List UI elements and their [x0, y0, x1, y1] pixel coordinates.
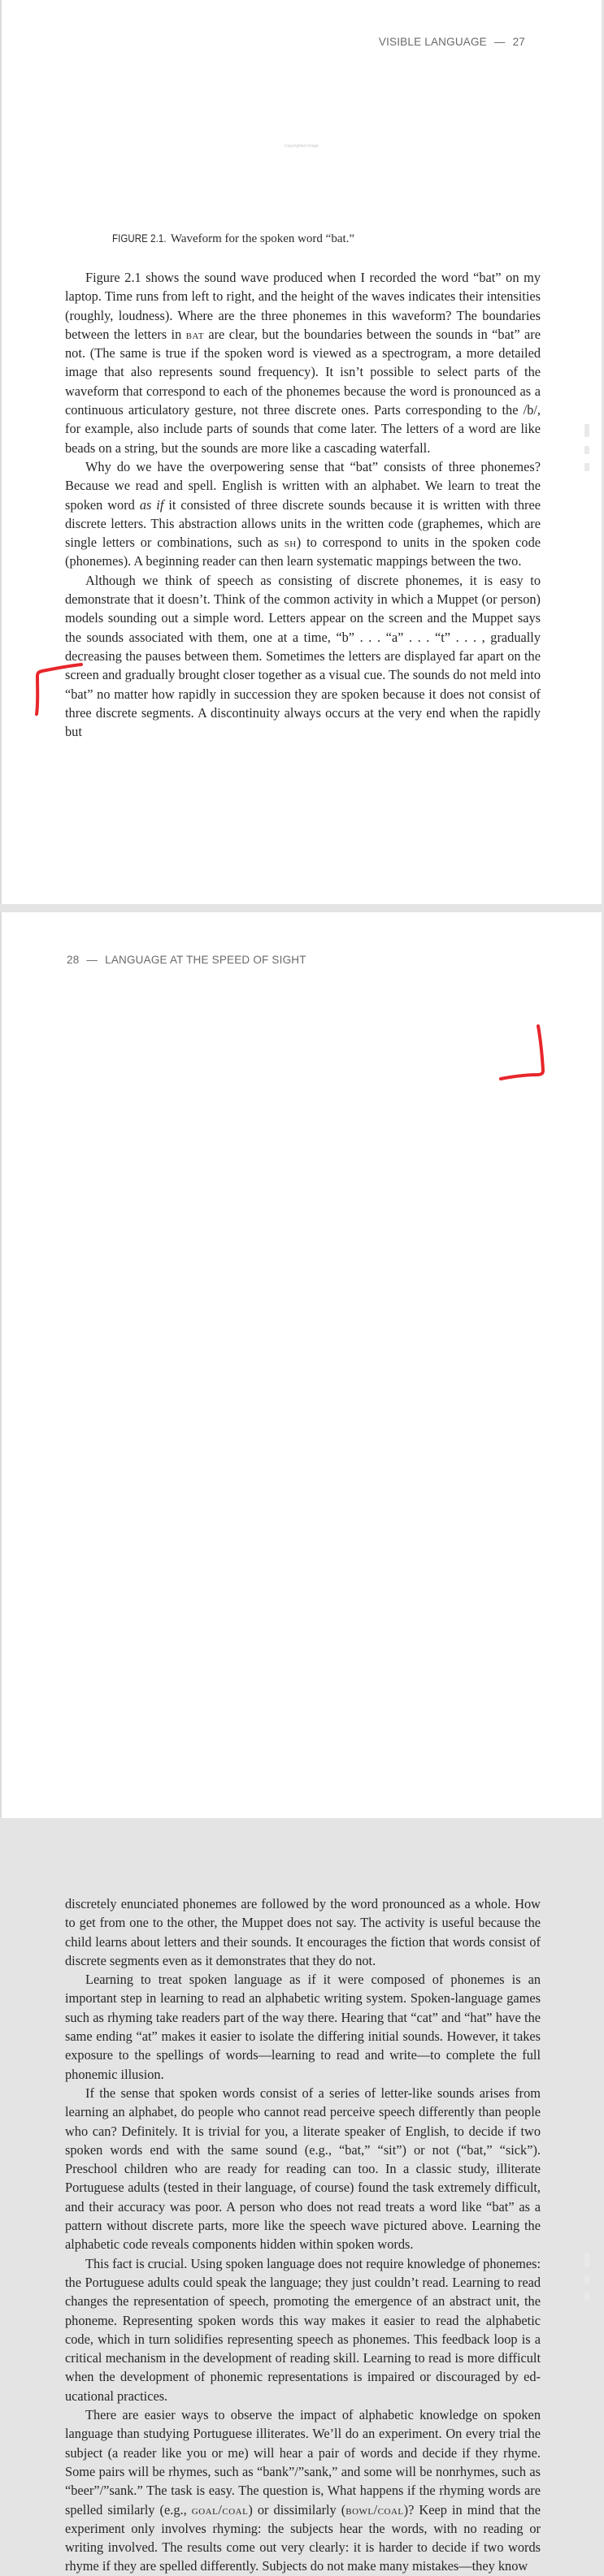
book-page-27	[0, 0, 602, 904]
paragraph: discretely enunciated phonemes are followed by the word pronounced as a whole. How to get from one to the other, the Muppet does not say. The activity is useful because the child learns about letters and their sounds. It encourages the fiction that words consist of discrete segments even as it demonstrates that they do not.	[65, 1896, 541, 1968]
figure-caption	[112, 232, 354, 246]
italic-emphasis: as if	[139, 496, 164, 513]
small-caps-term: bat	[185, 326, 204, 342]
paragraph: Why do we have the overpowering sense that “bat” consists of three phonemes? Because we read and spell. English is written with an alphabet. We learn to treat the spoken word as if it consisted of three discrete sounds because it is written with three discrete letters. This abstraction allows units in the written code (graphemes, which are single letters or combinations, such as sh) to correspond to units in the spoken code (phonemes). A beginning reader can then learn systematic mappings between the two.	[65, 458, 541, 569]
small-caps-term: sh	[284, 535, 297, 551]
small-caps-term: goal/coal	[191, 2501, 249, 2518]
page-number: 28	[67, 954, 80, 966]
running-head	[67, 954, 306, 966]
figure-caption-label: FIGURE 2.1.	[112, 232, 167, 245]
margin-marks	[584, 424, 590, 471]
body-text	[65, 1894, 541, 2576]
running-head-separator: —	[86, 954, 98, 966]
book-page-28	[0, 912, 602, 2574]
small-caps-term: bowl/coal	[345, 2501, 404, 2518]
margin-marks	[584, 2253, 590, 2301]
paragraph: Figure 2.1 shows the sound wave produced when I recorded the word “bat” on my laptop. Time runs from left to right, and the height of the waves indicates their intensities (roughly, loudness). Where are the three phonemes in this waveform? The boundaries between the letters in bat are clear, but the boundaries between the sounds in “bat” are not. (The same is true if the spoken word is viewed as a spectrogram, a more detailed image that also represents sound frequency). It isn’t possible to select parts of the waveform that correspond to each of the phonemes because the word is pronounced as a continuous articulatory gesture, not three discrete ones. Parts corresponding to the /b/, for example, also include parts of sounds that come later. The letters of a word are like beads on a string, but the sounds are more like a cascading waterfall.	[65, 270, 541, 456]
paragraph: There are easier ways to observe the impact of alphabetic knowledge on spoken language than studying Portuguese illiterates. We’ll do an experiment. On every trial the subject (a reader like you or me) will hear a pair of words and decide if they rhyme. Some pairs will be rhymes, such as “bank”/”sank,” and some will be nonrhymes, such as “beer”/”sank.” The task is easy. The question is, What happens if the rhyming words are spelled similarly (e.g., goal/coal) or dissimilarly (bowl/coal)? Keep in mind that the experiment only involves rhyming: the subjects hear the words, with no reading or writing involved. The results come out very clearly: it is harder to decide if two words rhyme if they are spelled differently. Subjects do not make many mistakes—they know	[65, 2407, 541, 2574]
paragraph: This fact is crucial. Using spoken language does not require knowledge of phonemes: the Portuguese adults could speak the language; they just couldn’t read. Learning to read changes the representation of speech, promoting the emergence of an abstract unit, the phoneme. Representing spoken words this way makes it easier to read the alphabetic code, which in turn solidifies representing speech as phonemes. This feedback loop is a critical mechanism in the development of reading skill. Learning to read is more difficult when the development of phonemic representations is impaired or discouraged by educational practices.	[65, 2255, 541, 2404]
figure-image-placeholder: Copyrighted Image	[284, 144, 319, 149]
running-head	[379, 36, 525, 48]
running-head-title: VISIBLE LANGUAGE	[378, 36, 487, 48]
figure-caption-text: Waveform for the spoken word “bat.”	[170, 232, 355, 245]
body-text	[65, 268, 541, 741]
paragraph: If the sense that spoken words consist of a series of letter-like sounds arises from learning an alphabet, do people who cannot read perceive speech differently than people who can? Definitely. It is trivial for you, a literate speaker of English, to decide if two spoken words end with the same sound (e.g., “bat,” “sit”) or not (“bat,” “sick”). Preschool children who are ready for reading can too. In a classic study, illiterate Portuguese adults (tested in their language, of course) found the task extremely difficult, and their accuracy was poor. A person who does not read treats a word like “bat” as a pattern without discrete parts, more like the speech wave pictured above. Learning the alphabetic code reveals components hidden within spoken words.	[65, 2085, 541, 2253]
paragraph: Although we think of speech as consisting of discrete phonemes, it is easy to demonstrate that it doesn’t. Think of the common activity in which a Muppet (or person) models sounding out a simple word. Letters appear on the screen and the Muppet says the sounds associated with them, one at a time, “b” . . . “a” . . . “t” . . . , gradually decreasing the pauses between them. Sometimes the letters are displayed far apart on the screen and gradually brought closer together as a visual cue. The sounds do not meld into “bat” no matter how rapidly in succession they are spoken because it does not consist of three discrete segments. A discontinuity always occurs at the very end when the rapidly but	[65, 572, 541, 740]
running-head-separator: —	[493, 36, 506, 48]
paragraph: Learning to treat spoken language as if it were composed of phonemes is an important step in learning to read an alphabetic writing system. Spoken-language games such as rhyming take readers part of the way there. Hearing that “cat” and “hat” have the same ending “at” makes it easier to isolate the differing initial sounds. However, it takes exposure to the spellings of words—learning to read and write—to complete the full phonemic illusion.	[65, 1972, 541, 2082]
running-head-title: LANGUAGE AT THE SPEED OF SIGHT	[105, 954, 306, 966]
page-number: 27	[512, 36, 525, 48]
